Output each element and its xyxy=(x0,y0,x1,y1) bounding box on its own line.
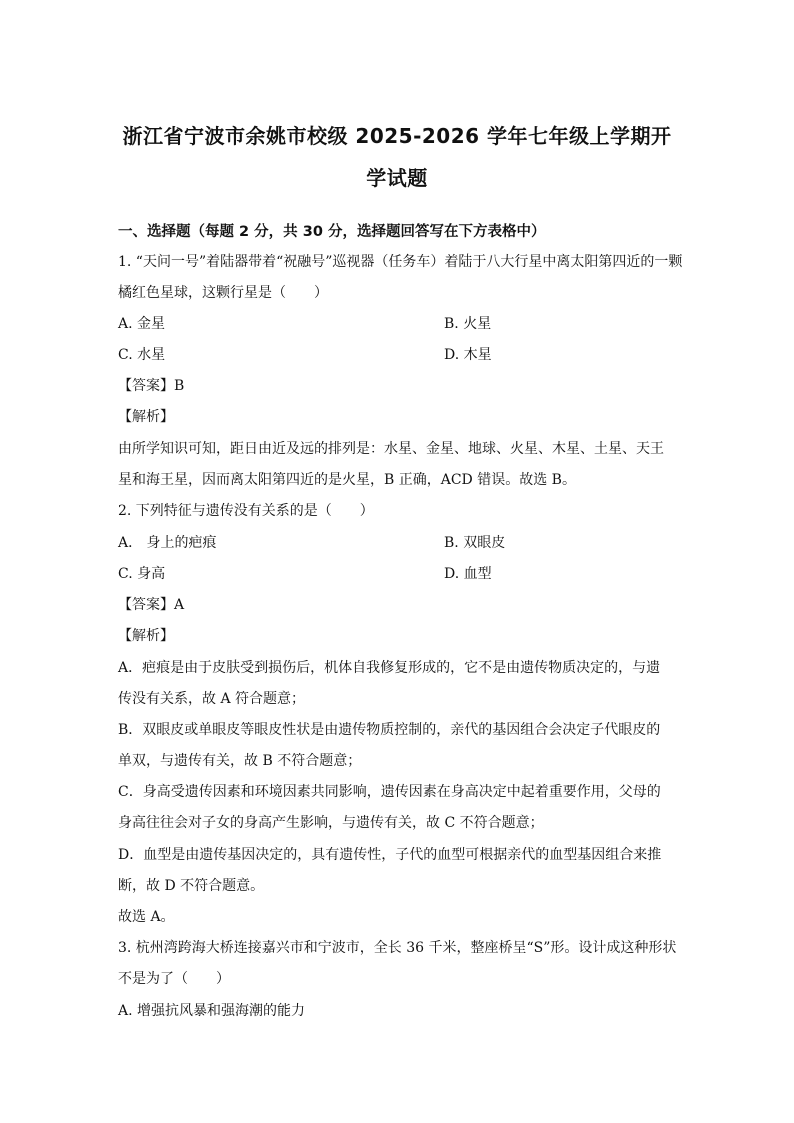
q2-analysis-line-3: B．双眼皮或单眼皮等眼皮性状是由遗传物质控制的，亲代的基因组合会决定子代眼皮的 xyxy=(118,722,661,738)
q1-option-c: C. 水星 xyxy=(118,347,166,363)
q2-option-b: B. 双眼皮 xyxy=(444,535,506,551)
q2-stem-line-1: 2. 下列特征与遗传没有关系的是（ ） xyxy=(118,503,374,519)
q2-option-d: D. 血型 xyxy=(444,566,492,582)
q1-answer: 【答案】B xyxy=(118,378,185,394)
exam-title-line-2: 学试题 xyxy=(366,166,428,190)
q3-stem-line-1: 3. 杭州湾跨海大桥连接嘉兴市和宁波市，全长 36 千米，整座桥呈“S”形。设计成这种形状 xyxy=(118,940,677,956)
q2-analysis-line-9: 故选 A。 xyxy=(118,909,175,925)
q2-analysis-line-8: 断，故 D 不符合题意。 xyxy=(118,878,265,894)
q1-analysis-label: 【解析】 xyxy=(118,409,174,425)
q2-analysis-label: 【解析】 xyxy=(118,628,174,644)
q1-stem-line-2: 橘红色星球，这颗行星是（ ） xyxy=(118,285,328,301)
q2-analysis-line-1: A．疤痕是由于皮肤受到损伤后，机体自我修复形成的，它不是由遗传物质决定的，与遗 xyxy=(118,660,661,676)
q1-option-b: B. 火星 xyxy=(444,316,492,332)
q2-analysis-line-2: 传没有关系，故 A 符合题意； xyxy=(118,691,306,707)
q3-option-a: A. 增强抗风暴和强海潮的能力 xyxy=(118,1003,306,1019)
q1-option-d: D. 木星 xyxy=(444,347,492,363)
q1-analysis-line-1: 由所学知识可知，距日由近及远的排列是：水星、金星、地球、火星、木星、土星、天王 xyxy=(118,441,664,457)
q2-analysis-line-6: 身高往往会对子女的身高产生影响，与遗传有关，故 C 不符合题意； xyxy=(118,815,544,831)
q1-option-a: A. 金星 xyxy=(118,316,166,332)
q1-stem-line-1: 1. “天问一号”着陆器带着“祝融号”巡视器（任务车）着陆于八大行星中离太阳第四近的一颗 xyxy=(118,254,683,270)
q2-option-c: C. 身高 xyxy=(118,566,166,582)
q1-analysis-line-2: 星和海王星，因而离太阳第四近的是火星，B 正确，ACD 错误。故选 B。 xyxy=(118,472,576,488)
exam-title-line-1: 浙江省宁波市余姚市校级 2025-2026 学年七年级上学期开 xyxy=(122,124,672,148)
q2-analysis-line-5: C．身高受遗传因素和环境因素共同影响，遗传因素在身高决定中起着重要作用，父母的 xyxy=(118,784,661,800)
section-heading: 一、选择题（每题 2 分，共 30 分，选择题回答写在下方表格中） xyxy=(118,224,546,240)
q2-analysis-line-4: 单双，与遗传有关，故 B 不符合题意； xyxy=(118,753,362,769)
q2-answer: 【答案】A xyxy=(118,597,185,613)
q2-analysis-line-7: D．血型是由遗传基因决定的，具有遗传性，子代的血型可根据亲代的血型基因组合来推 xyxy=(118,847,662,863)
q3-stem-line-2: 不是为了（ ） xyxy=(118,971,230,987)
q2-option-a: A． 身上的疤痕 xyxy=(118,535,217,551)
